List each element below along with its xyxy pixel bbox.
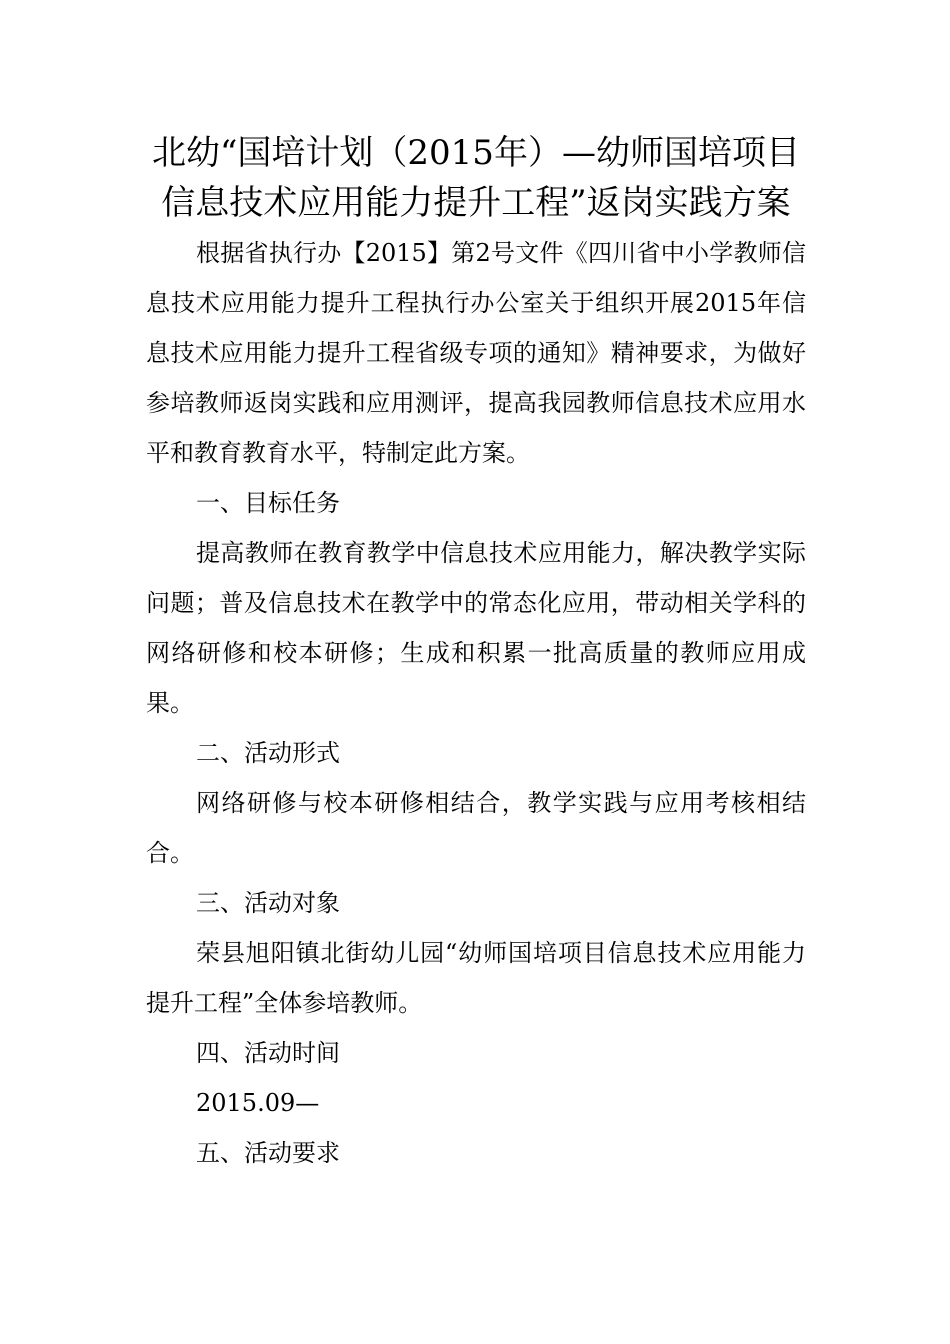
section-heading-format: 二、活动形式	[196, 739, 340, 767]
document-title: 北幼“国培计划（2015年）—幼师国培项目信息技术应用能力提升工程”返岗实践方案	[152, 133, 800, 223]
section-body-time: 2015.09—	[196, 1089, 320, 1117]
section-body-goals: 提高教师在教育教学中信息技术应用能力，解决教学实际问题；普及信息技术在教学中的常态化应用，带动相关学科的网络研修和校本研修；生成和积累一批高质量的教师应用成果。	[146, 539, 806, 717]
section-body-participants: 荣县旭阳镇北街幼儿园“幼师国培项目信息技术应用能力提升工程”全体参培教师。	[146, 939, 806, 1017]
document-page	[146, 128, 806, 1178]
section-heading-requirements: 五、活动要求	[196, 1139, 340, 1167]
intro-paragraph: 根据省执行办【2015】第2号文件《四川省中小学教师信息技术应用能力提升工程执行办公室关于组织开展2015年信息技术应用能力提升工程省级专项的通知》精神要求，为做好参培教师返岗实践和应用测评，提高我园教师信息技术应用水平和教育教育水平，特制定此方案。	[146, 239, 806, 467]
section-heading-time: 四、活动时间	[196, 1039, 340, 1067]
section-heading-goals: 一、目标任务	[196, 489, 340, 517]
section-heading-participants: 三、活动对象	[196, 889, 340, 917]
section-body-format: 网络研修与校本研修相结合，教学实践与应用考核相结合。	[146, 789, 806, 867]
